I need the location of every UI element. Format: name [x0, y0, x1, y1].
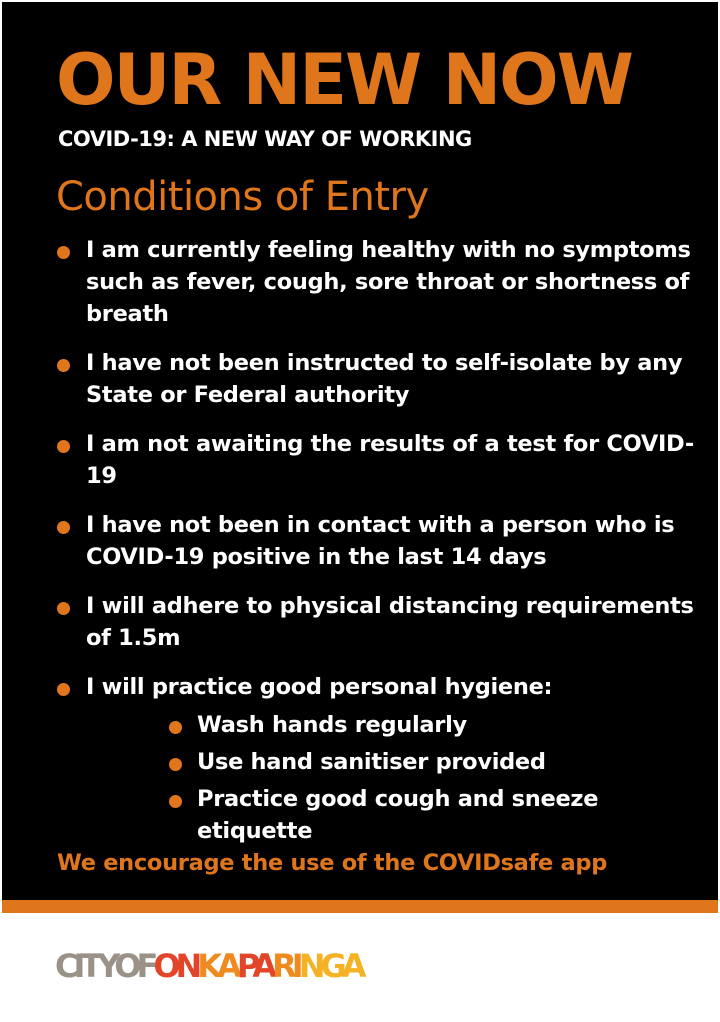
bullet-icon — [57, 521, 70, 534]
condition-item-not-isolating — [56, 347, 696, 411]
condition-text: I have not been instructed to self-isolate by any State or Federal authority — [86, 350, 683, 408]
covidsafe-app-note: We encourage the use of the COVIDsafe app — [57, 850, 608, 876]
conditions-heading: Conditions of Entry — [56, 174, 429, 220]
hygiene-item-sanitiser — [168, 746, 696, 778]
city-of-onkaparinga-logo — [55, 946, 362, 986]
hygiene-item-cough-etiquette — [168, 783, 696, 847]
condition-item-healthy — [56, 234, 696, 330]
bullet-icon — [169, 721, 182, 734]
hygiene-text: Practice good cough and sneeze etiquette — [197, 786, 599, 844]
condition-text: I have not been in contact with a person who is COVID-19 positive in the last 14 days — [86, 512, 675, 570]
poster-subtitle: COVID-19: A NEW WAY OF WORKING — [58, 127, 472, 151]
hygiene-item-wash-hands — [168, 709, 696, 741]
condition-text: I am currently feeling healthy with no symptoms such as fever, cough, sore throat or shortness of breath — [86, 237, 691, 327]
bullet-icon — [57, 683, 70, 696]
hygiene-text: Use hand sanitiser provided — [197, 749, 546, 775]
condition-text: I am not awaiting the results of a test for COVID-19 — [86, 431, 694, 489]
black-panel — [2, 2, 718, 900]
condition-item-no-pending-test — [56, 428, 696, 492]
condition-text: I will adhere to physical distancing requirements of 1.5m — [86, 593, 694, 651]
condition-item-hygiene — [56, 671, 696, 847]
condition-text: I will practice good personal hygiene: — [86, 674, 553, 700]
hygiene-sub-list — [86, 709, 696, 847]
conditions-list — [56, 234, 696, 864]
logo-part-nga: NGA — [298, 947, 362, 985]
condition-item-no-contact — [56, 509, 696, 573]
bullet-icon — [57, 602, 70, 615]
condition-item-distancing — [56, 590, 696, 654]
logo-part-city-of: CITYOF — [55, 947, 154, 985]
logo-part-ka: KA — [197, 947, 237, 985]
logo-part-ri: RI — [272, 947, 299, 985]
poster-title: OUR NEW NOW — [56, 39, 632, 121]
bullet-icon — [57, 359, 70, 372]
hygiene-text: Wash hands regularly — [197, 712, 467, 738]
orange-divider — [2, 900, 718, 913]
bullet-icon — [169, 758, 182, 771]
logo-part-pa: PA — [236, 947, 273, 985]
bullet-icon — [57, 440, 70, 453]
logo-part-on: ON — [153, 947, 198, 985]
bullet-icon — [169, 795, 182, 808]
bullet-icon — [57, 246, 70, 259]
